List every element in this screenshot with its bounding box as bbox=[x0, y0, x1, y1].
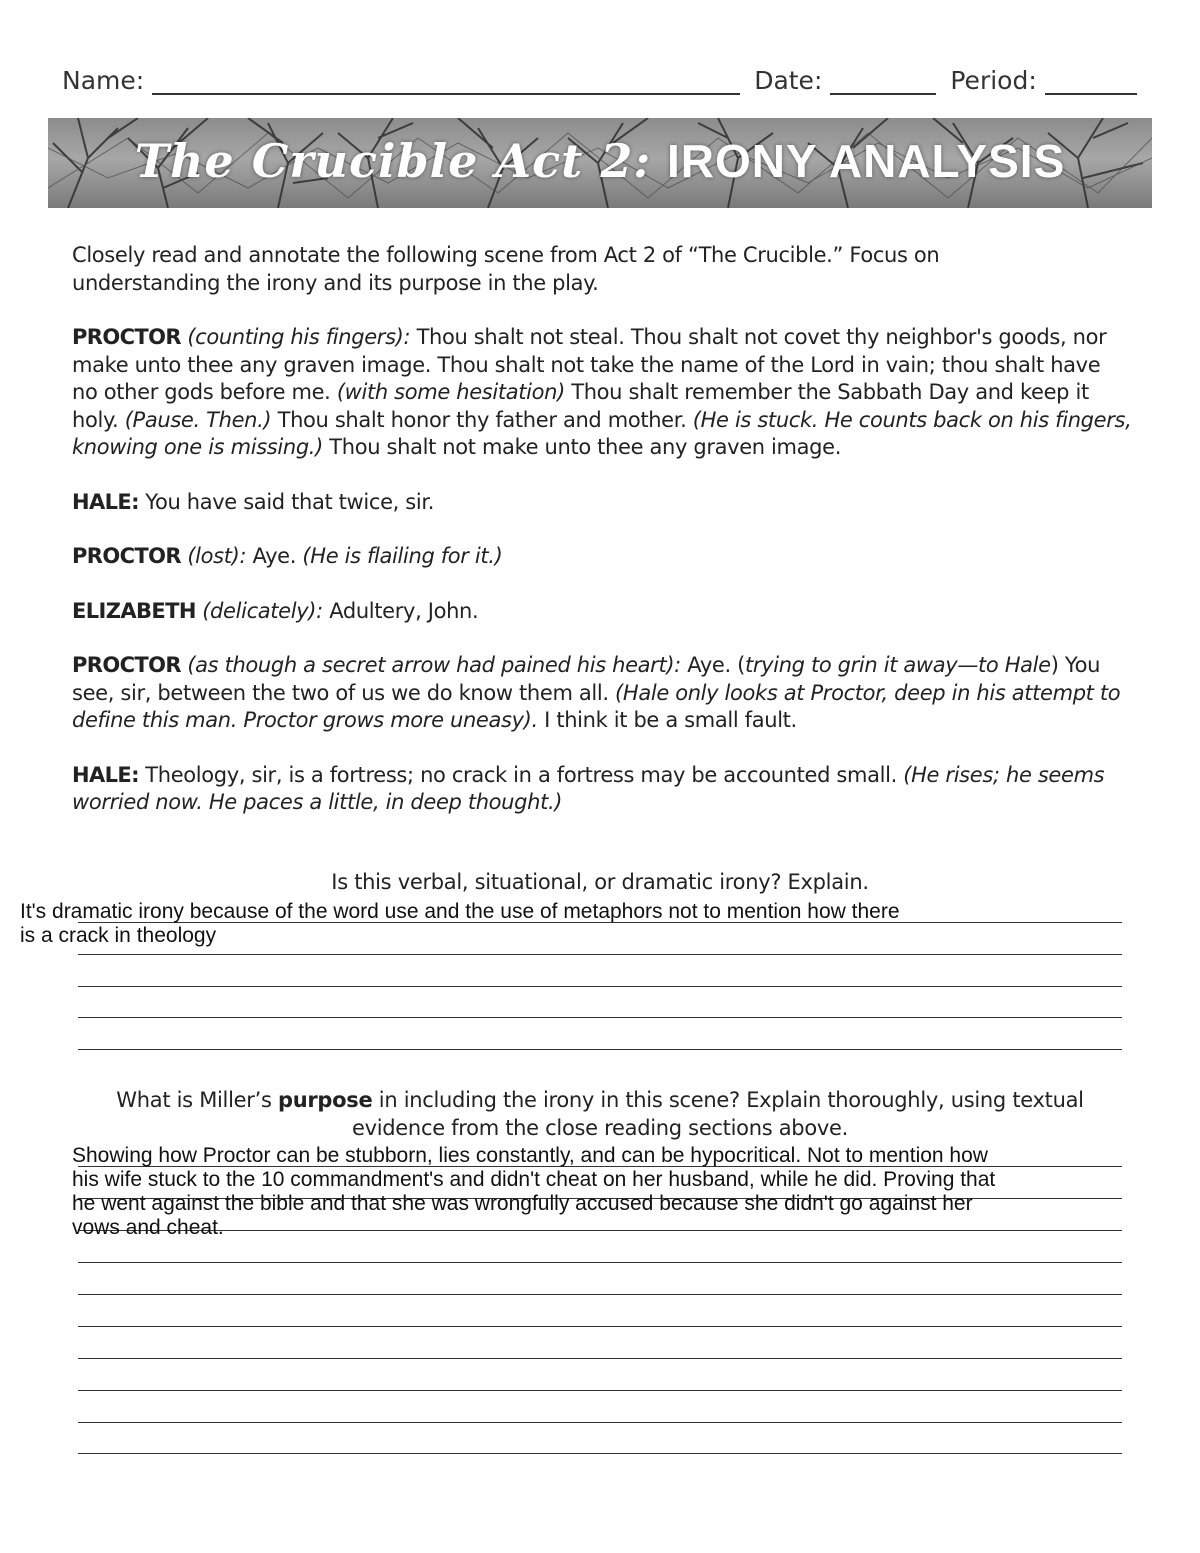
student-info-header bbox=[62, 66, 1142, 95]
stage-direction: trying to grin it away—to Hale bbox=[744, 653, 1051, 677]
period-field[interactable] bbox=[1045, 67, 1137, 95]
answer-2-line-2: his wife stuck to the 10 commandment's and didn't cheat on her husband, while he did. Proving that bbox=[72, 1168, 996, 1191]
stage-direction: (counting his fingers): bbox=[187, 325, 411, 349]
dialogue-text: Theology, sir, is a fortress; no crack in a fortress may be accounted small. bbox=[145, 762, 897, 787]
stage-direction: (as though a secret arrow had pained his heart): bbox=[187, 653, 681, 677]
stage-direction: (with some hesitation) bbox=[336, 380, 565, 404]
worksheet-title bbox=[48, 134, 1152, 188]
dialogue-elizabeth bbox=[72, 598, 1132, 626]
answer-line bbox=[78, 1453, 1122, 1454]
date-field[interactable] bbox=[830, 67, 936, 95]
answer-line bbox=[78, 1049, 1122, 1050]
stage-direction: (Hale only looks at Proctor, deep in his attempt to define this man. Proctor grows more uneasy). bbox=[72, 680, 1121, 732]
dialogue-text: Thou shalt honor thy father and mother. bbox=[277, 407, 687, 432]
title-caps-part: IRONY ANALYSIS bbox=[666, 135, 1066, 187]
answer-1-line-1: It's dramatic irony because of the word use and the use of metaphors not to mention how there bbox=[20, 900, 900, 923]
question-2-text: What is Miller’s bbox=[116, 1088, 278, 1112]
question-2-emphasis: purpose bbox=[277, 1088, 373, 1112]
speaker-name: ELIZABETH bbox=[72, 598, 196, 623]
answer-2-textbox[interactable] bbox=[72, 1144, 995, 1240]
speaker-name: PROCTOR bbox=[72, 544, 181, 568]
dialogue-text: Adultery, John. bbox=[329, 598, 479, 623]
question-2 bbox=[80, 1086, 1120, 1142]
title-banner bbox=[48, 118, 1152, 208]
answer-line bbox=[78, 986, 1122, 987]
answer-line bbox=[78, 1262, 1122, 1263]
dialogue-text: You have said that twice, sir. bbox=[145, 489, 435, 514]
dialogue-text: ) You see, sir, between the two of us we do know them all. bbox=[72, 653, 1101, 705]
answer-line bbox=[78, 1294, 1122, 1295]
answer-line bbox=[78, 1358, 1122, 1359]
stage-direction: (delicately): bbox=[202, 598, 323, 623]
answer-line bbox=[78, 1017, 1122, 1018]
dialogue-proctor-lost bbox=[72, 543, 1132, 571]
answer-2-line-3: he went against the bible and that she was wrongfully accused because she didn't go against her bbox=[72, 1192, 973, 1215]
answer-line bbox=[78, 1422, 1122, 1423]
dialogue-text: Thou shalt not steal. Thou shalt not covet thy neighbor's goods, nor make unto thee any graven image. Thou shalt not take the name of the Lord in vain; thou shalt have no other gods before me. bbox=[72, 325, 1107, 404]
answer-line bbox=[78, 954, 1122, 955]
speaker-name: HALE: bbox=[72, 489, 139, 514]
dialogue-text: Thou shalt not make unto thee any graven image. bbox=[329, 435, 842, 459]
dialogue-text: I think it be a small fault. bbox=[544, 708, 797, 732]
dialogue-hale-twice bbox=[72, 489, 1132, 517]
dialogue-hale-fortress bbox=[72, 762, 1132, 817]
speaker-name: PROCTOR bbox=[72, 653, 181, 677]
stage-direction: (He is flailing for it.) bbox=[302, 544, 503, 568]
answer-2-line-4: vows and cheat. bbox=[72, 1216, 224, 1239]
instructions-line-1: Closely read and annotate the following scene from Act 2 of “The Crucible.” Focus on bbox=[72, 243, 940, 267]
dialogue-text: Aye. bbox=[252, 544, 297, 568]
dialogue-text: Aye. ( bbox=[687, 653, 745, 677]
answer-1-line-2: is a crack in theology bbox=[20, 924, 217, 947]
dialogue-proctor-arrow bbox=[72, 652, 1132, 735]
stage-direction: (Pause. Then.) bbox=[124, 407, 272, 432]
instructions bbox=[72, 242, 1132, 297]
period-label: Period: bbox=[950, 66, 1037, 95]
answer-1-textbox[interactable] bbox=[20, 900, 900, 948]
answer-2-line-1: Showing how Proctor can be stubborn, lies constantly, and can be hypocritical. Not to mention how bbox=[72, 1144, 988, 1167]
question-2-text: in including the irony in this scene? Explain thoroughly, using textual evidence from the close reading sections above. bbox=[352, 1088, 1084, 1140]
dialogue-proctor-commandments bbox=[72, 324, 1132, 462]
speaker-name: PROCTOR bbox=[72, 325, 181, 349]
stage-direction: (He rises; he seems worried now. He paces a little, in deep thought.) bbox=[72, 762, 1105, 814]
question-1: Is this verbal, situational, or dramatic irony? Explain. bbox=[331, 870, 869, 894]
instructions-line-2: understanding the irony and its purpose in the play. bbox=[72, 270, 599, 295]
dialogue-text: Thou shalt remember the Sabbath Day and keep it holy. bbox=[72, 380, 1089, 432]
speaker-name: HALE: bbox=[72, 762, 139, 787]
name-field[interactable] bbox=[152, 67, 740, 95]
answer-line bbox=[78, 1326, 1122, 1327]
answer-line bbox=[78, 1390, 1122, 1391]
stage-direction: (He is stuck. He counts back on his fingers, knowing one is missing.) bbox=[72, 407, 1132, 459]
date-label: Date: bbox=[754, 66, 823, 95]
reading-passage bbox=[72, 242, 1132, 844]
title-script-part: The Crucible Act 2: bbox=[134, 134, 652, 188]
stage-direction: (lost): bbox=[187, 544, 247, 568]
name-label: Name: bbox=[62, 66, 145, 95]
